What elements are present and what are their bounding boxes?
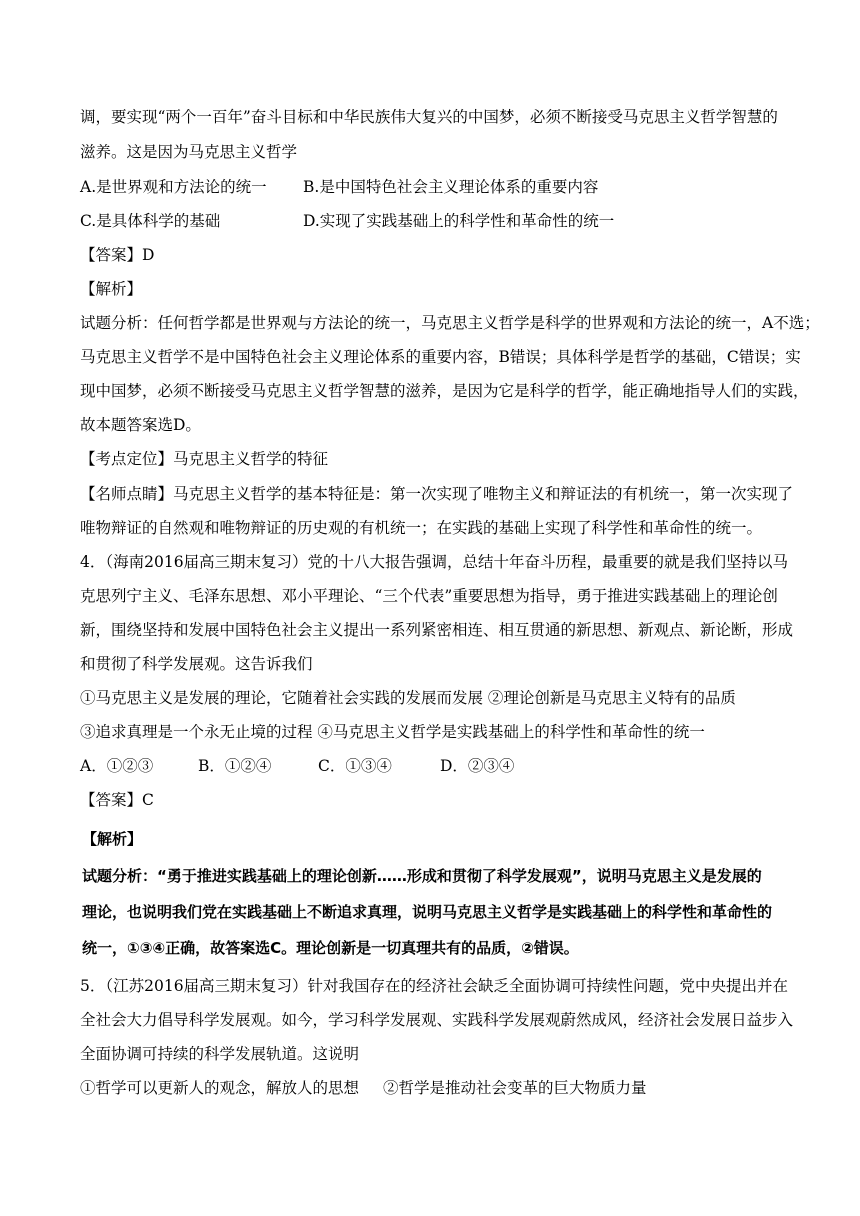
q3-option-c: C.是具体科学的基础 (80, 212, 221, 230)
q4-option-a: A．①②③ (80, 757, 154, 775)
q3-tip-line-1: 【名师点睛】马克思主义哲学的基本特征是：第一次实现了唯物主义和辩证法的有机统一，第一次实现了 (80, 485, 794, 503)
q4-option-c: C．①③④ (318, 757, 392, 775)
q5-statement-2: ②哲学是推动社会变革的巨大物质力量 (383, 1079, 647, 1097)
q3-analysis-line-3: 现中国梦，必须不断接受马克思主义哲学智慧的滋养，是因为它是科学的哲学，能正确地指导人们的实践， (80, 382, 809, 400)
q4-option-d: D．②③④ (440, 757, 515, 775)
q4-stem-line-3: 新，围绕坚持和发展中国特色社会主义提出一系列紧密相连、相互贯通的新思想、新观点、新论断，形成 (80, 621, 794, 639)
q3-tip-line-2: 唯物辩证的自然观和唯物辩证的历史观的有机统一；在实践的基础上实现了科学性和革命性的统一。 (80, 519, 763, 537)
q5-statement-1: ①哲学可以更新人的观念，解放人的思想 (80, 1079, 360, 1097)
q3-analysis-line-2: 马克思主义哲学不是中国特色社会主义理论体系的重要内容，B错误；具体科学是哲学的基础，C错误；实 (80, 348, 801, 366)
q3-answer: 【答案】D (80, 246, 155, 264)
q4-statement-line-1: ①马克思主义是发展的理论，它随着社会实践的发展而发展 ②理论创新是马克思主义特有的品质 (80, 689, 736, 707)
q3-analysis-heading: 【解析】 (80, 280, 143, 298)
q4-analysis-line-2: 理论，也说明我们党在实践基础上不断追求真理，说明马克思主义哲学是实践基础上的科学性和革命性的 (82, 903, 773, 921)
q3-option-b: B.是中国特色社会主义理论体系的重要内容 (303, 178, 599, 196)
q3-stem-line-1: 调，要实现“两个一百年”奋斗目标和中华民族伟大复兴的中国梦，必须不断接受马克思主义哲学智慧的 (80, 108, 778, 126)
q5-stem-line-3: 全面协调可持续的科学发展轨道。这说明 (80, 1045, 360, 1063)
q4-analysis-line-1: 试题分析：“勇于推进实践基础上的理论创新……形成和贯彻了科学发展观”，说明马克思主义是发展的 (82, 867, 762, 885)
q3-option-d: D.实现了实践基础上的科学性和革命性的统一 (303, 212, 615, 230)
q4-stem-line-4: 和贯彻了科学发展观。这告诉我们 (80, 655, 313, 673)
q3-analysis-line-4: 故本题答案选D。 (80, 416, 201, 434)
q5-stem-line-2: 全社会大力倡导科学发展观。如今，学习科学发展观、实践科学发展观蔚然成风，经济社会发展日益步入 (80, 1011, 794, 1029)
q4-answer: 【答案】C (80, 791, 154, 809)
q4-stem-line-2: 克思列宁主义、毛泽东思想、邓小平理论、“三个代表”重要思想为指导，勇于推进实践基础上的理论创 (80, 587, 778, 605)
q4-stem-line-1: 4．（海南2016届高三期末复习）党的十八大报告强调，总结十年奋斗历程，最重要的就是我们坚持以马 (80, 553, 789, 571)
q4-analysis-heading: 【解析】 (82, 830, 143, 848)
q3-option-a: A.是世界观和方法论的统一 (80, 178, 267, 196)
q4-statement-line-2: ③追求真理是一个永无止境的过程 ④马克思主义哲学是实践基础上的科学性和革命性的统一 (80, 723, 705, 741)
q4-analysis-line-3: 统一，①③④正确，故答案选C。理论创新是一切真理共有的品质，②错误。 (82, 939, 579, 957)
q5-stem-line-1: 5．（江苏2016届高三期末复习）针对我国存在的经济社会缺乏全面协调可持续性问题，党中央提出并在 (80, 977, 789, 995)
q3-analysis-line-1: 试题分析：任何哲学都是世界观与方法论的统一，马克思主义哲学是科学的世界观和方法论的统一，A不选； (80, 314, 820, 332)
q3-key-point: 【考点定位】马克思主义哲学的特征 (80, 450, 329, 468)
q3-stem-line-2: 滋养。这是因为马克思主义哲学 (80, 143, 298, 161)
q4-option-b: B．①②④ (198, 757, 272, 775)
